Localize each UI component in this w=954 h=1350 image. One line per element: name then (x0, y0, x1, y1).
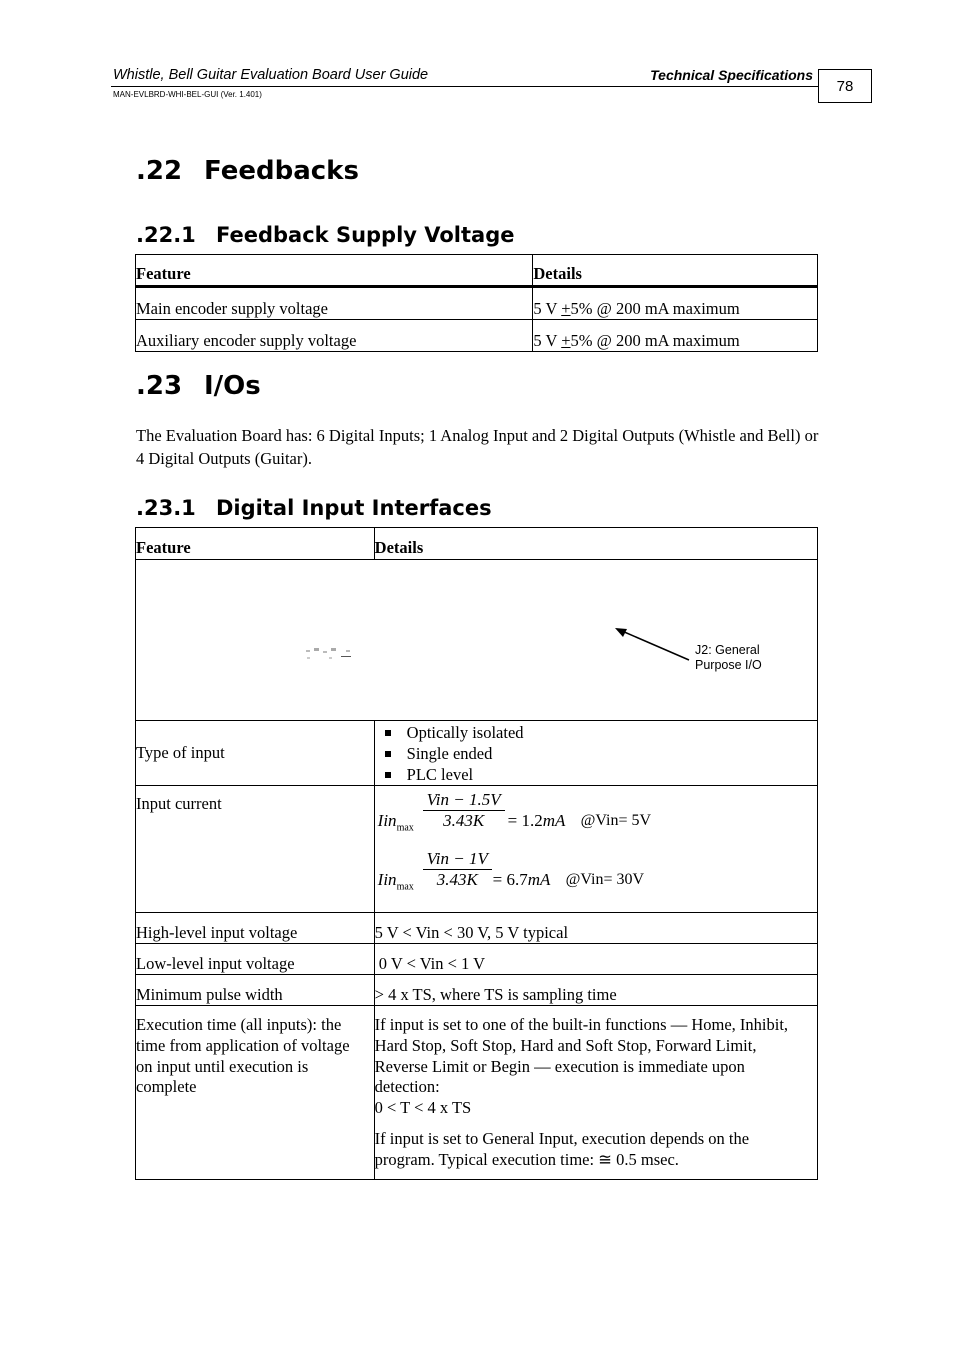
page-number: 78 (818, 69, 872, 103)
heading-number: .22.1 (136, 223, 196, 247)
feature-cell: Input current (136, 786, 375, 913)
heading-ios (136, 371, 261, 401)
header-rule (111, 86, 818, 87)
details-cell (374, 786, 817, 913)
feature-cell: Low-level input voltage (136, 944, 375, 975)
column-header-feature: Feature (136, 255, 533, 287)
figure-label: J2: General Purpose I/O (695, 643, 762, 672)
connector-figure (136, 560, 818, 721)
table-row (136, 913, 818, 944)
details-cell: 0 V < Vin < 1 V (374, 944, 817, 975)
list-item: PLC level (407, 764, 817, 785)
feature-cell: Minimum pulse width (136, 975, 375, 1006)
details-cell: > 4 x TS, where TS is sampling time (374, 975, 817, 1006)
details-cell (374, 721, 817, 786)
feature-cell: Main encoder supply voltage (136, 287, 533, 320)
ios-paragraph: The Evaluation Board has: 6 Digital Inputs; 1 Analog Input and 2 Digital Outputs (Whistle and Bell) or 4 Digital Outputs (Guitar). (136, 426, 819, 468)
table-row (136, 944, 818, 975)
document-id: MAN-EVLBRD-WHI-BEL-GUI (Ver. 1.401) (113, 90, 262, 99)
heading-feedback-supply-voltage (136, 223, 515, 247)
heading-text: Digital Input Interfaces (216, 496, 492, 520)
formula-lhs: Iin$_{max}$ (377, 811, 414, 834)
input-type-list (375, 722, 817, 785)
exec-builtin-range: 0 < T < 4 x TS (374, 1098, 472, 1118)
exec-builtin-text: If input is set to one of the built-in functions — Home, Inhibit, Hard Stop, Soft Stop, Hard and Soft Stop, Forward Limit, Reverse Limit or Begin — execution is immediate upon detection: (374, 1015, 789, 1097)
details-cell: 5 V +5% @ 200 mA maximum (533, 320, 818, 352)
heading-text: I/Os (204, 371, 261, 401)
heading-number: .23 (136, 371, 183, 401)
formula-rhs: = 6.7mA (492, 870, 551, 889)
column-header-details: Details (533, 255, 818, 287)
details-cell (374, 1006, 817, 1180)
table-row (136, 721, 818, 786)
table-header-row (136, 528, 818, 560)
figure-row (136, 560, 818, 721)
table-header-row (136, 255, 818, 287)
feature-cell: High-level input voltage (136, 913, 375, 944)
document-title: Whistle, Bell Guitar Evaluation Board User Guide (113, 67, 429, 83)
table-row (136, 975, 818, 1006)
table-row (136, 786, 818, 913)
heading-number: .22 (136, 156, 183, 186)
table-row (136, 287, 818, 320)
list-item: Single ended (407, 743, 817, 764)
formula-fraction: Vin − 1V 3.43K (423, 849, 492, 890)
exec-general-text: If input is set to General Input, execution depends on the program. Typical execution time: ≅ 0.5 msec. (374, 1128, 750, 1169)
heading-text: Feedback Supply Voltage (216, 223, 515, 247)
details-cell: 5 V +5% @ 200 mA maximum (533, 287, 818, 320)
feedback-supply-table (135, 254, 818, 352)
digital-input-table (135, 527, 818, 1180)
heading-digital-input-interfaces (136, 496, 492, 520)
column-header-feature: Feature (136, 528, 375, 560)
section-title: Technical Specifications (650, 67, 813, 83)
formula-5v (375, 790, 817, 848)
formula-rhs: = 1.2mA (507, 811, 566, 830)
heading-text: Feedbacks (204, 156, 359, 186)
list-item: Optically isolated (407, 722, 817, 743)
formula-condition: @Vin= 5V (580, 812, 652, 829)
table-row (136, 1006, 818, 1180)
feature-cell: Auxiliary encoder supply voltage (136, 320, 533, 352)
details-cell: 5 V < Vin < 30 V, 5 V typical (374, 913, 817, 944)
heading-number: .23.1 (136, 496, 196, 520)
formula-30v (375, 849, 817, 907)
column-header-details: Details (374, 528, 817, 560)
formula-condition: @Vin= 30V (565, 871, 645, 888)
feature-cell: Execution time (all inputs): the time from application of voltage on input until execution is complete (136, 1006, 375, 1180)
formula-lhs: Iin$_{max}$ (377, 870, 414, 893)
formula-fraction: Vin − 1.5V 3.43K (423, 790, 505, 831)
heading-feedbacks (136, 156, 359, 186)
table-row (136, 320, 818, 352)
feature-cell: Type of input (136, 721, 375, 786)
